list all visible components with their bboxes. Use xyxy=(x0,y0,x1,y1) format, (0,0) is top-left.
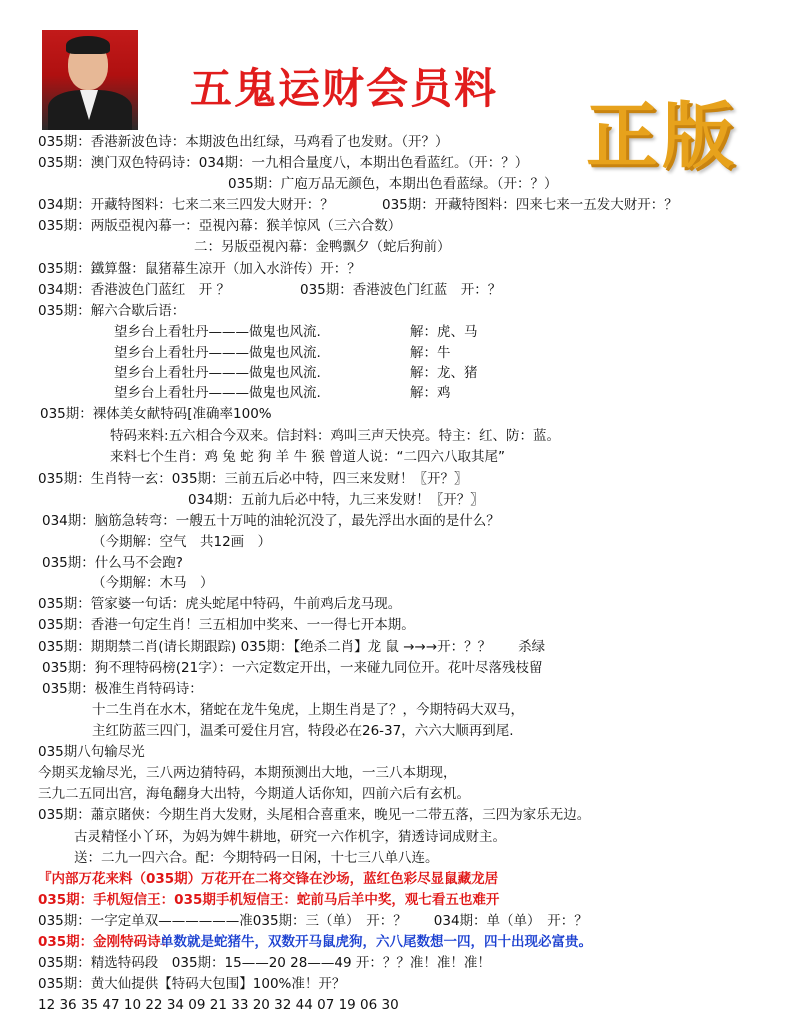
text-line: 三九二五同出宫，海龟翻身大出特，今期道人话你知，四前六后有玄机。 xyxy=(38,786,470,802)
text-line: 035期：两版亞視內幕一：亞視內幕：猴羊惊风（三六合数） xyxy=(38,218,402,234)
text-line: 035期：广庖万品无颜色，本期出色看蓝绿。（开：？） xyxy=(228,176,558,192)
text-line: 解：鸡 xyxy=(410,385,451,401)
text-line: 望乡台上看牡丹———做鬼也风流. xyxy=(114,385,321,401)
text-line: 035期：极准生肖特码诗： xyxy=(42,681,203,697)
text-line: 来料七个生肖：鸡 兔 蛇 狗 羊 牛 猴 曾道人说：“二四六八取其尾” xyxy=(110,449,506,465)
text-line: 035期：蕭京賭俠：今期生肖大发财，头尾相合喜重来，晚见一二带五落，三四为家乐无边。 xyxy=(38,807,591,823)
text-line: 034期：香港波色门蓝红 开 ？ xyxy=(38,282,231,298)
text-line: 035期：生肖特一玄：035期：三前五后必中特，四三来发财！〖开？〗 xyxy=(38,471,468,487)
text-line: 今期买龙输尽光，三八两边猜特码，本期预测出大地，一三八本期现， xyxy=(38,765,457,781)
text-line: 034期：五前九后必中特，九三来发财！〖开？〗 xyxy=(188,492,484,508)
text-line: 解：牛 xyxy=(410,345,451,361)
number-list: 12 36 35 47 10 22 34 09 21 33 20 32 44 07 19 06 30 xyxy=(38,997,399,1013)
text-line: 望乡台上看牡丹———做鬼也风流. xyxy=(114,324,321,340)
text-line: 望乡台上看牡丹———做鬼也风流. xyxy=(114,345,321,361)
text-line: 035期：什么马不会跑? xyxy=(42,555,183,571)
text-line-highlight: 035期：金刚特码诗： xyxy=(38,934,175,950)
text-line: 二：另版亞視內幕：金鸭飘夕（蛇后狗前） xyxy=(194,239,451,255)
text-line: 解：龙、猪 xyxy=(410,365,478,381)
text-line: 035期：精选特码段 035期：15——20 28——49 开：？？准！准！准！ xyxy=(38,955,491,971)
genuine-edition-seal: 正版 xyxy=(586,93,739,178)
text-line: 035期：管家婆一句话：虎头蛇尾中特码，牛前鸡后龙马现。 xyxy=(38,596,402,612)
text-line: 034期：脑筋急转弯：一艘五十万吨的油轮沉没了，最先浮出水面的是什么？ xyxy=(42,513,500,529)
text-line: 主红防蓝三四门，温柔可爱住月宫，特段必在26-37，六六大顺再到尾. xyxy=(92,723,514,739)
page-title: 五鬼运财会员料 xyxy=(190,64,499,113)
text-line: 035期：香港一句定生肖！三五相加中奖来、一一得七开本期。 xyxy=(38,617,415,633)
text-line-highlight: 035期：手机短信王：035期手机短信王：蛇前马后羊中奖，观七看五也难开 xyxy=(38,892,500,908)
text-line: 035期：裸体美女献特码[准确率100% xyxy=(40,406,272,422)
portrait-photo xyxy=(42,30,138,130)
text-line: 十二生肖在水木，猪蛇在龙牛兔虎，上期生肖是了？，今期特码大双马， xyxy=(92,702,524,718)
text-line: （今期解：空气 共12画 ） xyxy=(92,534,272,550)
text-line: 望乡台上看牡丹———做鬼也风流. xyxy=(114,365,321,381)
text-line: 古灵精怪小丫环，为妈为婢牛耕地，研究一六作机字，猜透诗词成财主。 xyxy=(74,829,506,845)
text-line-blue: 单数就是蛇猪牛，双数开马鼠虎狗，六八尾数想一四，四十出现必富贵。 xyxy=(160,934,592,950)
text-line: 035期：解六合歇后语： xyxy=(38,303,186,319)
text-line: 035期八句输尽光 xyxy=(38,744,145,760)
text-line: 035期：香港新波色诗：本期波色出红绿，马鸡看了也发财。（开？） xyxy=(38,134,449,150)
text-line: 解：虎、马 xyxy=(410,324,478,340)
text-line: 特码来料:五六相合今双来。信封料：鸡叫三声天快亮。特主：红、防：蓝。 xyxy=(110,428,561,444)
text-line: 034期：开藏特图料：七来二来三四发大财开：？ xyxy=(38,197,334,213)
text-line: 035期：狗不理特码榜(21字）：一六定数定开出，一来碰九同位开。花叶尽落残枝留 xyxy=(42,660,543,676)
text-line: 035期：期期禁二肖(请长期跟踪) 035期：【绝杀二肖】龙 鼠 →→→开：？？ 杀绿 xyxy=(38,639,546,655)
text-line: 035期：香港波色门红蓝 开：？ xyxy=(300,282,502,298)
text-line: 035期：黄大仙提供【特码大包围】100%准！开？ xyxy=(38,976,346,992)
text-line-highlight: 『内部万花来料（035期）万花开在二将交锋在沙场，蓝红色彩尽显鼠藏龙居 xyxy=(38,871,499,887)
text-line: （今期解：木马 ） xyxy=(92,575,214,591)
text-line: 送：二九一四六合。配：今期特码一日闲，十七三八单八连。 xyxy=(74,850,439,866)
text-line: 035期：一字定单双——————准035期：三（单） 开：？ 034期：单（单） 开：？ xyxy=(38,913,588,929)
text-line: 035期：开藏特图料：四来七来一五发大财开：？ xyxy=(382,197,678,213)
text-line: 035期：鐵算盤：鼠猪幕生凉开（加入水浒传）开：？ xyxy=(38,261,361,277)
text-line: 035期：澳门双色特码诗：034期：一九相合量度八，本期出色看蓝红。（开：？） xyxy=(38,155,529,171)
